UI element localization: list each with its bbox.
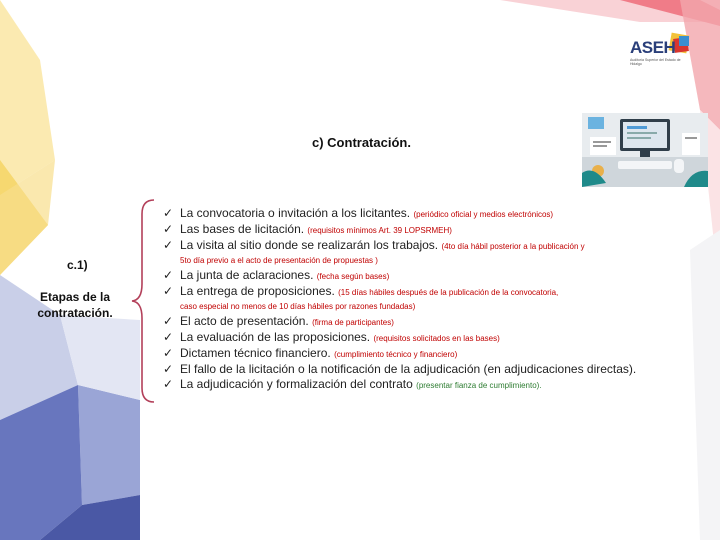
- list-item: [163, 222, 646, 238]
- stages-list: [163, 206, 646, 393]
- curly-brace: [128, 196, 158, 406]
- item-text: La adjudicación y formalización del contrato: [180, 377, 413, 391]
- section-label: [32, 289, 118, 321]
- checkmark-icon: ✓: [163, 330, 174, 344]
- item-text: La entrega de proposiciones.: [180, 284, 335, 298]
- checkmark-icon: ✓: [163, 346, 174, 360]
- item-note: (cumplimiento técnico y financiero): [334, 350, 458, 359]
- item-note: (requisitos solicitados en las bases): [373, 334, 500, 343]
- checkmark-icon: ✓: [163, 362, 174, 376]
- item-text: La evaluación de las proposiciones.: [180, 330, 371, 344]
- list-item: [163, 206, 646, 222]
- aseh-logo: [624, 30, 694, 78]
- item-note: (requisitos mínimos Art. 39 LOPSRMEH): [307, 226, 452, 235]
- list-item: [163, 314, 646, 330]
- item-note: (firma de participantes): [312, 318, 394, 327]
- office-desk-image: [582, 113, 708, 187]
- item-subnote: caso especial no menos de 10 días hábiles por razones fundadas): [180, 302, 416, 311]
- item-text: La convocatoria o invitación a los licitantes.: [180, 206, 411, 220]
- item-text: La visita al sitio donde se realizarán los trabajos.: [180, 238, 439, 252]
- item-subnote: 5to día previo a el acto de presentación de propuestas ): [180, 256, 378, 265]
- section-label-line1: Etapas de la: [39, 290, 111, 304]
- logo-wordmark: ASEH: [630, 38, 676, 57]
- item-text: Dictamen técnico financiero.: [180, 346, 331, 360]
- item-note: (4to día hábil posterior a la publicación y: [441, 242, 585, 251]
- section-label-line2: contratación.: [37, 306, 113, 320]
- list-item: [163, 284, 646, 314]
- item-note: (15 días hábiles después de la publicación de la convocatoria,: [338, 288, 559, 297]
- checkmark-icon: ✓: [163, 284, 174, 298]
- checkmark-icon: ✓: [163, 206, 174, 220]
- item-note: (periódico oficial y medios electrónicos): [413, 210, 554, 219]
- logo-subtitle: Auditoría Superior del Estado de Hidalgo: [630, 58, 681, 66]
- checkmark-icon: ✓: [163, 222, 174, 236]
- list-item: [163, 362, 646, 377]
- item-text: El acto de presentación.: [180, 314, 309, 328]
- list-item: [163, 346, 646, 362]
- list-item: [163, 377, 646, 393]
- checkmark-icon: ✓: [163, 377, 174, 391]
- item-text: El fallo de la licitación o la notificación de la adjudicación (en adjudicaciones directas).: [180, 362, 637, 376]
- item-text: Las bases de licitación.: [180, 222, 305, 236]
- section-code: c.1): [67, 258, 88, 272]
- list-item: [163, 268, 646, 284]
- item-note: (presentar fianza de cumplimiento).: [416, 381, 542, 390]
- checkmark-icon: ✓: [163, 238, 174, 252]
- list-item: [163, 238, 646, 268]
- checkmark-icon: ✓: [163, 268, 174, 282]
- item-text: La junta de aclaraciones.: [180, 268, 314, 282]
- checkmark-icon: ✓: [163, 314, 174, 328]
- item-note: (fecha según bases): [316, 272, 390, 281]
- page-title: c) Contratación.: [312, 135, 411, 150]
- list-item: [163, 330, 646, 346]
